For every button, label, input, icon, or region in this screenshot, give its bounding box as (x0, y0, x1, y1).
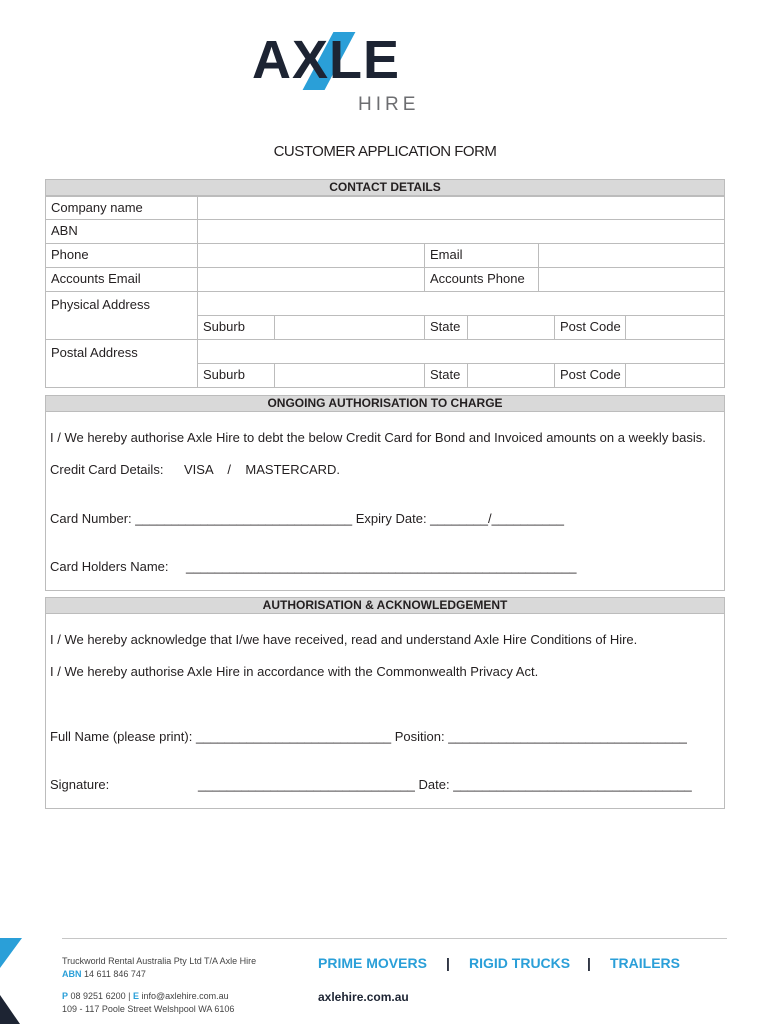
abn-field[interactable] (197, 219, 725, 244)
postal-state-label: State (424, 363, 468, 388)
email-field[interactable] (538, 243, 725, 268)
company-name-field[interactable] (197, 196, 725, 220)
abn-label: ABN (45, 219, 198, 244)
physical-state-field[interactable] (467, 315, 555, 340)
footer-separator-1: | (446, 955, 450, 971)
phone-label: Phone (45, 243, 198, 268)
footer-abn-label: ABN (62, 969, 82, 979)
footer-website[interactable]: axlehire.com.au (318, 990, 409, 1004)
acknowledgement-line-2: I / We hereby authorise Axle Hire in accordance with the Commonwealth Privacy Act. (50, 664, 539, 679)
card-holder-label: Card Holders Name: (50, 559, 169, 574)
footer-separator-2: | (587, 955, 591, 971)
footer-company: Truckworld Rental Australia Pty Ltd T/A Axle Hire (62, 956, 257, 966)
email-label: Email (424, 243, 539, 268)
footer-abn-value: 14 611 846 747 (84, 969, 146, 979)
card-holder-line[interactable]: ______________________________________________________ (186, 559, 577, 574)
acknowledgement-heading: AUTHORISATION & ACKNOWLEDGEMENT (45, 597, 725, 614)
physical-address-label: Physical Address (45, 291, 198, 340)
footer-divider (62, 938, 727, 939)
postal-address-label: Postal Address (45, 339, 198, 388)
footer-contact (62, 991, 229, 1001)
footer-abn (62, 969, 146, 979)
full-name-position-line[interactable]: Full Name (please print): ___________________________ Position: _________________________________ (50, 729, 687, 744)
authorisation-heading: ONGOING AUTHORISATION TO CHARGE (45, 395, 725, 412)
footer-phone: 08 9251 6200 (70, 991, 126, 1001)
credit-card-types: VISA / MASTERCARD. (184, 462, 341, 477)
company-name-label: Company name (45, 196, 198, 220)
accounts-email-field[interactable] (197, 267, 425, 292)
footer-address: 109 - 117 Poole Street Welshpool WA 6106 (62, 1004, 235, 1014)
logo-main-text: AXLE (252, 30, 401, 90)
footer-corner-accent-top (0, 938, 22, 968)
contact-details-heading: CONTACT DETAILS (45, 179, 725, 196)
footer-contact-sep: | (128, 991, 131, 1001)
signature-date-line[interactable]: ______________________________ Date: _________________________________ (198, 777, 692, 792)
footer-link-prime-movers[interactable]: PRIME MOVERS (318, 955, 427, 971)
phone-field[interactable] (197, 243, 425, 268)
accounts-email-label: Accounts Email (45, 267, 198, 292)
footer-email-label: E (132, 991, 139, 1001)
logo-sub-text: HIRE (358, 94, 420, 115)
physical-suburb-field[interactable] (274, 315, 425, 340)
postal-postcode-field[interactable] (625, 363, 725, 388)
axle-hire-logo (252, 30, 424, 120)
physical-postcode-field[interactable] (625, 315, 725, 340)
postal-suburb-field[interactable] (274, 363, 425, 388)
card-number-expiry-line[interactable]: Card Number: ______________________________ Expiry Date: ________/__________ (50, 511, 564, 526)
footer-link-rigid-trucks[interactable]: RIGID TRUCKS (469, 955, 571, 971)
footer-corner-accent-bottom (0, 995, 20, 1024)
physical-suburb-label: Suburb (197, 315, 275, 340)
postal-postcode-label: Post Code (554, 363, 626, 388)
accounts-phone-field[interactable] (538, 267, 725, 292)
postal-state-field[interactable] (467, 363, 555, 388)
authorisation-statement: I / We hereby authorise Axle Hire to debt the below Credit Card for Bond and Invoiced amounts on a weekly basis. (50, 430, 706, 445)
footer-phone-label: P (62, 991, 69, 1001)
physical-postcode-label: Post Code (554, 315, 626, 340)
accounts-phone-label: Accounts Phone (424, 267, 539, 292)
physical-address-field[interactable] (197, 291, 725, 316)
footer-link-trailers[interactable]: TRAILERS (610, 955, 680, 971)
acknowledgement-line-1: I / We hereby acknowledge that I/we have received, read and understand Axle Hire Conditions of Hire. (50, 632, 638, 647)
postal-suburb-label: Suburb (197, 363, 275, 388)
signature-label: Signature: (50, 777, 110, 792)
footer-email[interactable]: info@axlehire.com.au (141, 991, 229, 1001)
form-title: CUSTOMER APPLICATION FORM (273, 143, 497, 160)
postal-address-field[interactable] (197, 339, 725, 364)
credit-card-label: Credit Card Details: (50, 462, 164, 477)
physical-state-label: State (424, 315, 468, 340)
